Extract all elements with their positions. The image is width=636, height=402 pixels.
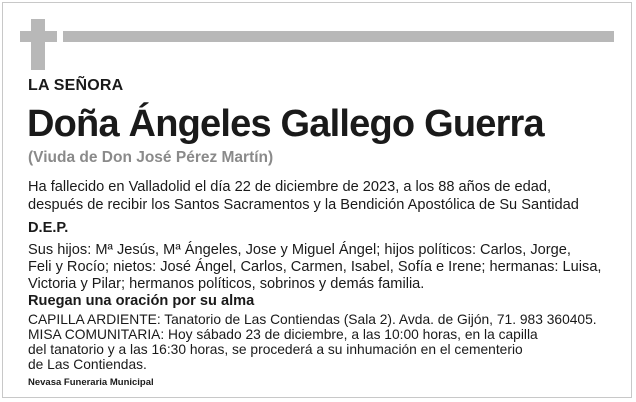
detail-line: CAPILLA ARDIENTE: Tanatorio de Las Contiendas (Sala 2). Avda. de Gijón, 71. 983 360405.: [28, 312, 597, 327]
dep-label: D.E.P.: [28, 220, 69, 236]
family-line: Feli y Rocío; nietos: José Ángel, Carlos, Carmen, Isabel, Sofía e Irene; hermanas: Luisa,: [28, 259, 602, 275]
cross-icon-bar: [20, 31, 57, 42]
announcement-line: Ha fallecido en Valladolid el día 22 de diciembre de 2023, a los 88 años de edad,: [28, 179, 552, 195]
family-line: Victoria y Pilar; hermanos políticos, sobrinos y demás familia.: [28, 276, 425, 292]
deceased-name: Doña Ángeles Gallego Guerra: [27, 103, 544, 145]
detail-line: MISA COMUNITARIA: Hoy sábado 23 de diciembre, a las 10:00 horas, en la capilla: [28, 327, 538, 342]
detail-line: de Las Contiendas.: [28, 357, 147, 372]
title-senora: LA SEÑORA: [28, 77, 124, 94]
widow-note: (Viuda de Don José Pérez Martín): [28, 149, 274, 166]
announcement-line: después de recibir los Santos Sacramentos y la Bendición Apostólica de Su Santidad: [28, 197, 579, 213]
prayer-request: Ruegan una oración por su alma: [28, 293, 255, 309]
cross-icon: [31, 19, 45, 70]
family-line: Sus hijos: Mª Jesús, Mª Ángeles, Jose y Miguel Ángel; hijos políticos: Carlos, Jorge,: [28, 242, 571, 258]
detail-line: del tanatorio y a las 16:30 horas, se procederá a su inhumación en el cementerio: [28, 342, 523, 357]
funeral-home: Nevasa Funeraria Municipal: [28, 377, 154, 388]
header-rule: [63, 31, 614, 42]
